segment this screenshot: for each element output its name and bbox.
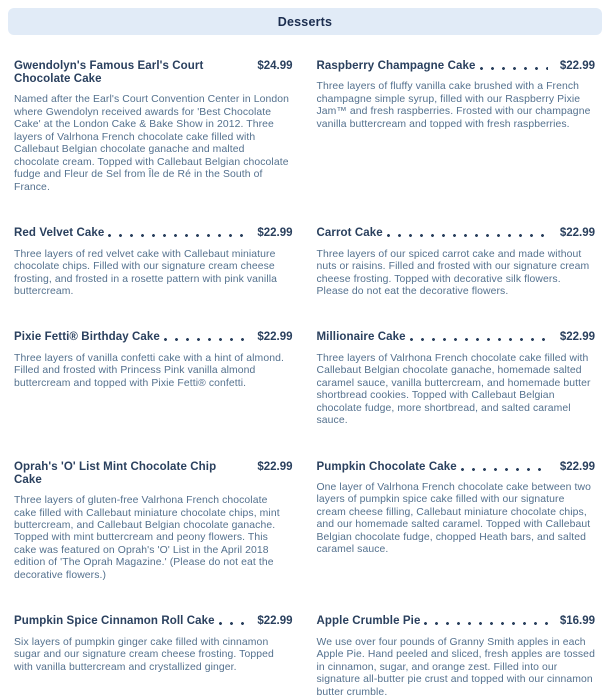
menu-item	[317, 60, 596, 131]
item-name: Millionaire Cake	[316, 331, 406, 344]
item-price: $22.99	[257, 227, 293, 240]
item-description: Three layers of gluten-free Valrhona French chocolate cake filled with Callebaut miniature chocolate chips, mint buttercream, and Callebaut Belgian chocolate ganache. Topped with mint buttercream and peony flowers. This cake was featured on Oprah's 'O' List in the April 2018 edition of 'The Oprah Magazine.' (Please do not eat the decorative flowers.)	[14, 495, 280, 581]
section-title: Desserts	[277, 14, 333, 29]
menu-item-header	[317, 60, 596, 73]
item-name: Oprah's 'O' List Mint Chocolate Chip Cake	[14, 460, 217, 486]
menu-item-header	[14, 615, 293, 628]
item-price: $24.99	[257, 60, 293, 72]
item-price: $22.99	[559, 460, 595, 473]
menu-item-header	[317, 461, 596, 474]
item-price: $22.99	[257, 460, 293, 473]
menu-item	[317, 227, 596, 298]
menu-item-header	[317, 615, 596, 628]
menu-item	[14, 227, 293, 298]
item-name: Pumpkin Chocolate Cake	[316, 460, 457, 473]
item-description: Three layers of Valrhona French chocolate cake filled with Callebaut Belgian chocolate ganache, homemade salted caramel sauce, vanilla buttercream, and homemade butter shortbread cookies. Topped with Callebaut Belgian chocolate fudge, more shortbread, and salted caramel sauce.	[316, 352, 591, 427]
item-name: Raspberry Champagne Cake	[316, 60, 476, 72]
dotted-leader	[410, 331, 548, 342]
dotted-leader	[480, 60, 548, 71]
menu-item	[14, 461, 293, 583]
item-description: Three layers of our spiced carrot cake and made without nuts or raisins. Filled and frosted with our signature cream cheese frosting. Topped with decorative silk flowers. Please do not eat the decorative flowers.	[316, 248, 590, 297]
item-price: $22.99	[257, 615, 293, 628]
menu-item	[14, 60, 293, 194]
menu-item-header	[317, 227, 596, 240]
dotted-leader	[387, 227, 548, 238]
menu-item-header	[317, 331, 596, 344]
menu-item	[317, 461, 596, 557]
menu-item-header	[14, 461, 293, 487]
dotted-leader	[164, 331, 245, 342]
item-name: Gwendolyn's Famous Earl's Court Chocolate Cake	[14, 60, 204, 86]
item-description: Three layers of red velvet cake with Callebaut miniature chocolate chips. Filled with our signature cream cheese frosting, and frosted in a rosette pattern with pink vanilla buttercream.	[14, 248, 278, 297]
dotted-leader	[461, 461, 548, 472]
item-name: Pumpkin Spice Cinnamon Roll Cake	[14, 615, 215, 628]
dotted-leader	[219, 615, 246, 626]
item-description: Six layers of pumpkin ginger cake filled with cinnamon sugar and our signature cream cheese frosting. Topped with vanilla buttercream and crystallized ginger.	[14, 636, 274, 673]
menu-grid	[0, 60, 610, 699]
item-price: $22.99	[559, 331, 595, 344]
item-name: Apple Crumble Pie	[316, 615, 421, 628]
item-price: $22.99	[559, 60, 595, 72]
item-description: Three layers of fluffy vanilla cake brushed with a French champagne simple syrup, filled with our Raspberry Pixie Jam™ and fresh raspberries. Frosted with our champagne vanilla buttercream and topped with fresh raspberries.	[316, 81, 591, 130]
item-price: $22.99	[559, 227, 595, 240]
item-description: One layer of Valrhona French chocolate cake between two layers of pumpkin spice cake filled with our signature cream cheese filling, Callebaut miniature chocolate chips, and our homemade salted caramel. Topped with Callebaut Belgian chocolate fudge, chopped Heath bars, and salted caramel sauce.	[316, 481, 591, 556]
section-header-desserts	[8, 8, 602, 35]
item-price: $16.99	[559, 615, 595, 628]
dotted-leader	[424, 615, 547, 626]
item-description: We use over four pounds of Granny Smith apples in each Apple Pie. Hand peeled and sliced, fresh apples are tossed in cinnamon, sugar, and orange zest. Filled into our signature all-butter pie crust and topped with our cinnamon butter crumble.	[316, 636, 595, 698]
item-price: $22.99	[257, 331, 293, 344]
item-name: Pixie Fetti® Birthday Cake	[14, 331, 160, 344]
item-description: Named after the Earl's Court Convention Center in London where Gwendolyn received awards for 'Best Chocolate Cake' at the London Cake & Bake Show in 2012. Three layers of Valrhona French chocolate cake filled with Callebaut Belgian chocolate ganache and malted chocolate cream. Topped with Callebaut Belgian chocolate fudge and Fleur de Sel from Île de Ré in the South of France.	[14, 94, 290, 193]
item-name: Carrot Cake	[316, 227, 383, 240]
dotted-leader	[108, 227, 245, 238]
item-name: Red Velvet Cake	[14, 227, 105, 240]
menu-item	[317, 615, 596, 699]
desserts-menu-page	[0, 8, 610, 698]
menu-item-header	[14, 227, 293, 240]
menu-item-header	[14, 60, 293, 86]
menu-item-header	[14, 331, 293, 344]
item-description: Three layers of vanilla confetti cake with a hint of almond. Filled and frosted with Princess Pink vanilla almond buttercream and topped with Pixie Fetti® confetti.	[14, 352, 284, 389]
menu-item	[14, 331, 293, 390]
menu-item	[317, 331, 596, 427]
menu-item	[14, 615, 293, 674]
